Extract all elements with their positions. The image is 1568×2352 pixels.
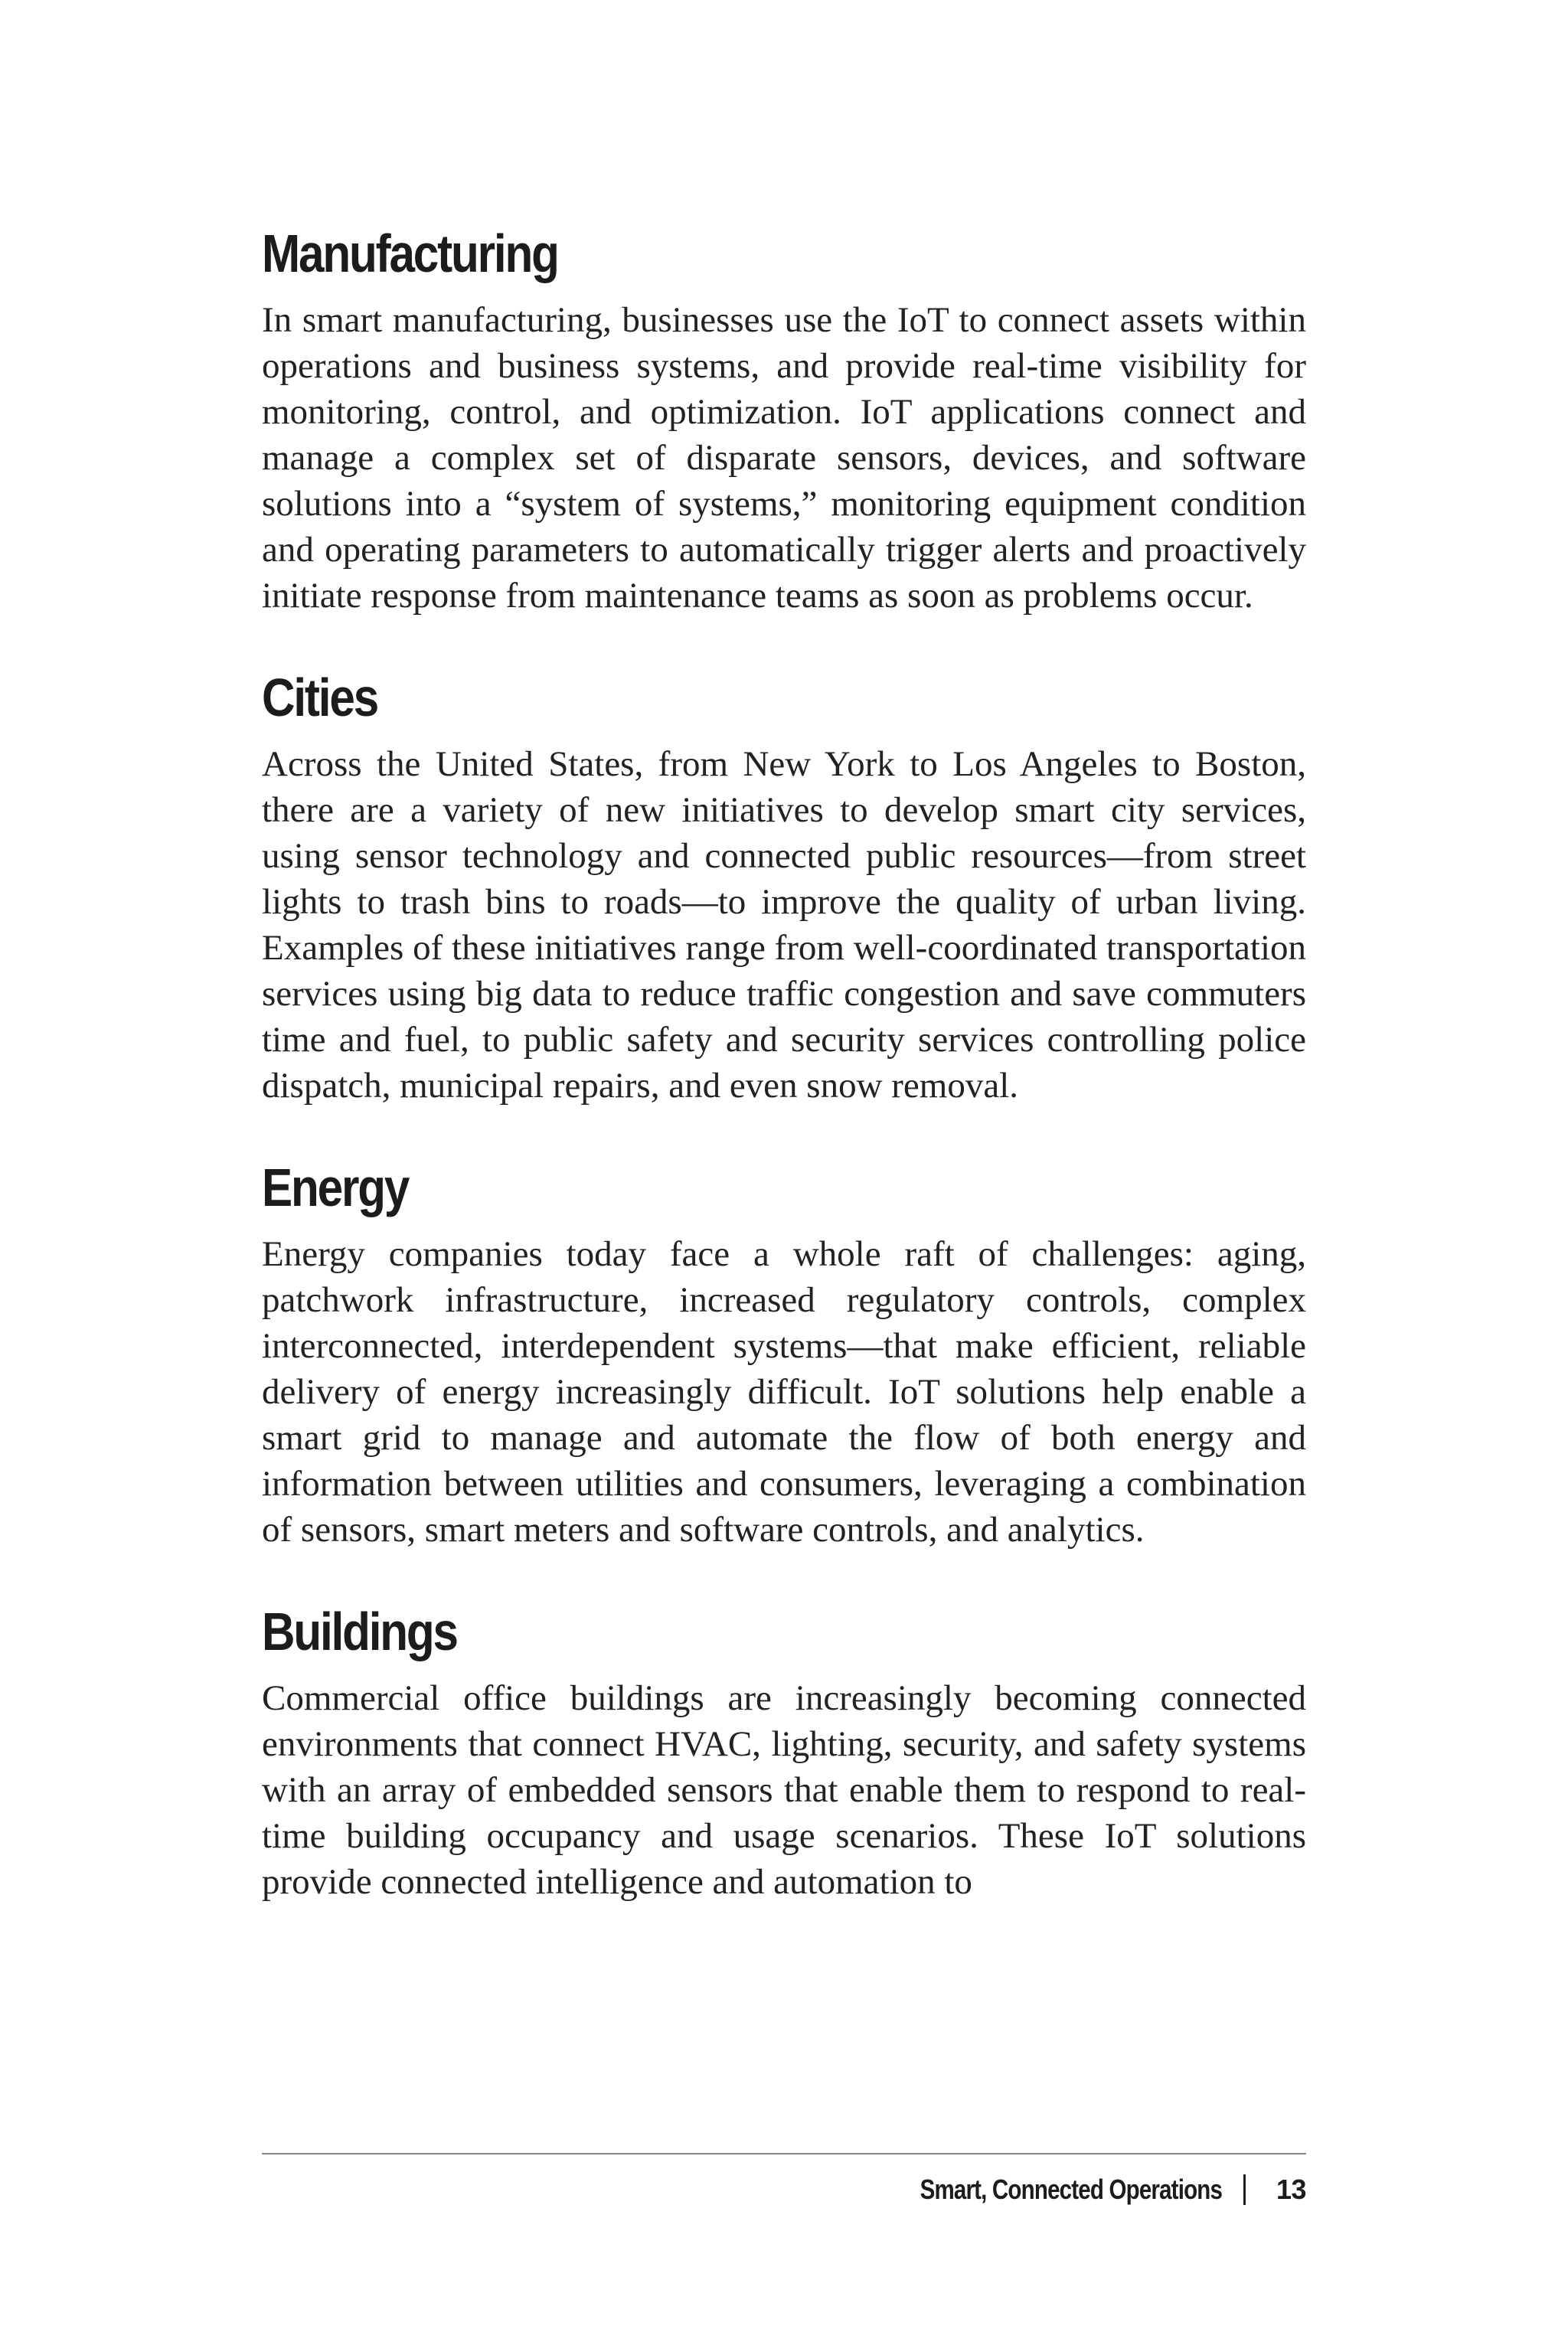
section-energy (262, 1153, 1306, 1553)
section-heading: Energy (262, 1158, 409, 1217)
footer-divider (262, 2153, 1306, 2154)
section-paragraph: Energy companies today face a whole raft of challenges: aging, patchwork infrastructure, increased regulatory controls, complex interconnected, interdependent systems—that make efficient, reliable delivery of energy increasingly difficult. IoT solutions help enable a smart grid to manage and automate the flow of both energy and information between utilities and consumers, leveraging a combination of sensors, smart meters and software controls, and analytics. (262, 1234, 1306, 1550)
page-content (262, 219, 1306, 1949)
section-heading: Manufacturing (262, 224, 558, 283)
section-cities (262, 663, 1306, 1109)
page-footer (262, 2167, 1306, 2213)
section-manufacturing (262, 219, 1306, 619)
page-number: 13 (1276, 2174, 1306, 2205)
section-heading: Cities (262, 668, 378, 727)
section-heading: Buildings (262, 1602, 457, 1661)
section-paragraph: Across the United States, from New York to Los Angeles to Boston, there are a variety of new initiatives to develop smart city services, using sensor technology and connected public resources—from street lights to trash bins to roads—to improve the quality of urban living. Examples of these initiatives range from well-coordinated transportation services using big data to reduce traffic congestion and save commuters time and fuel, to public safety and security services controlling police dispatch, municipal repairs, and even snow removal. (262, 744, 1306, 1106)
footer-separator (1243, 2174, 1246, 2205)
running-title: Smart, Connected Operations (920, 2174, 1222, 2205)
section-buildings (262, 1597, 1306, 1905)
section-paragraph: In smart manufacturing, businesses use the IoT to connect assets within operations and business systems, and provide real-time visibility for monitoring, control, and optimization. IoT applications connect and manage a complex set of disparate sensors, devices, and software solutions into a “system of systems,” monitoring equipment condition and operating parameters to automatically trigger alerts and proactively initiate response from maintenance teams as soon as problems occur. (262, 300, 1306, 616)
section-paragraph: Commercial office buildings are increasingly becoming connected environments that connect HVAC, lighting, security, and safety systems with an array of embedded sensors that enable them to respond to real-time building occupancy and usage scenarios. These IoT solutions provide connected intelligence and automation to (262, 1678, 1306, 1902)
